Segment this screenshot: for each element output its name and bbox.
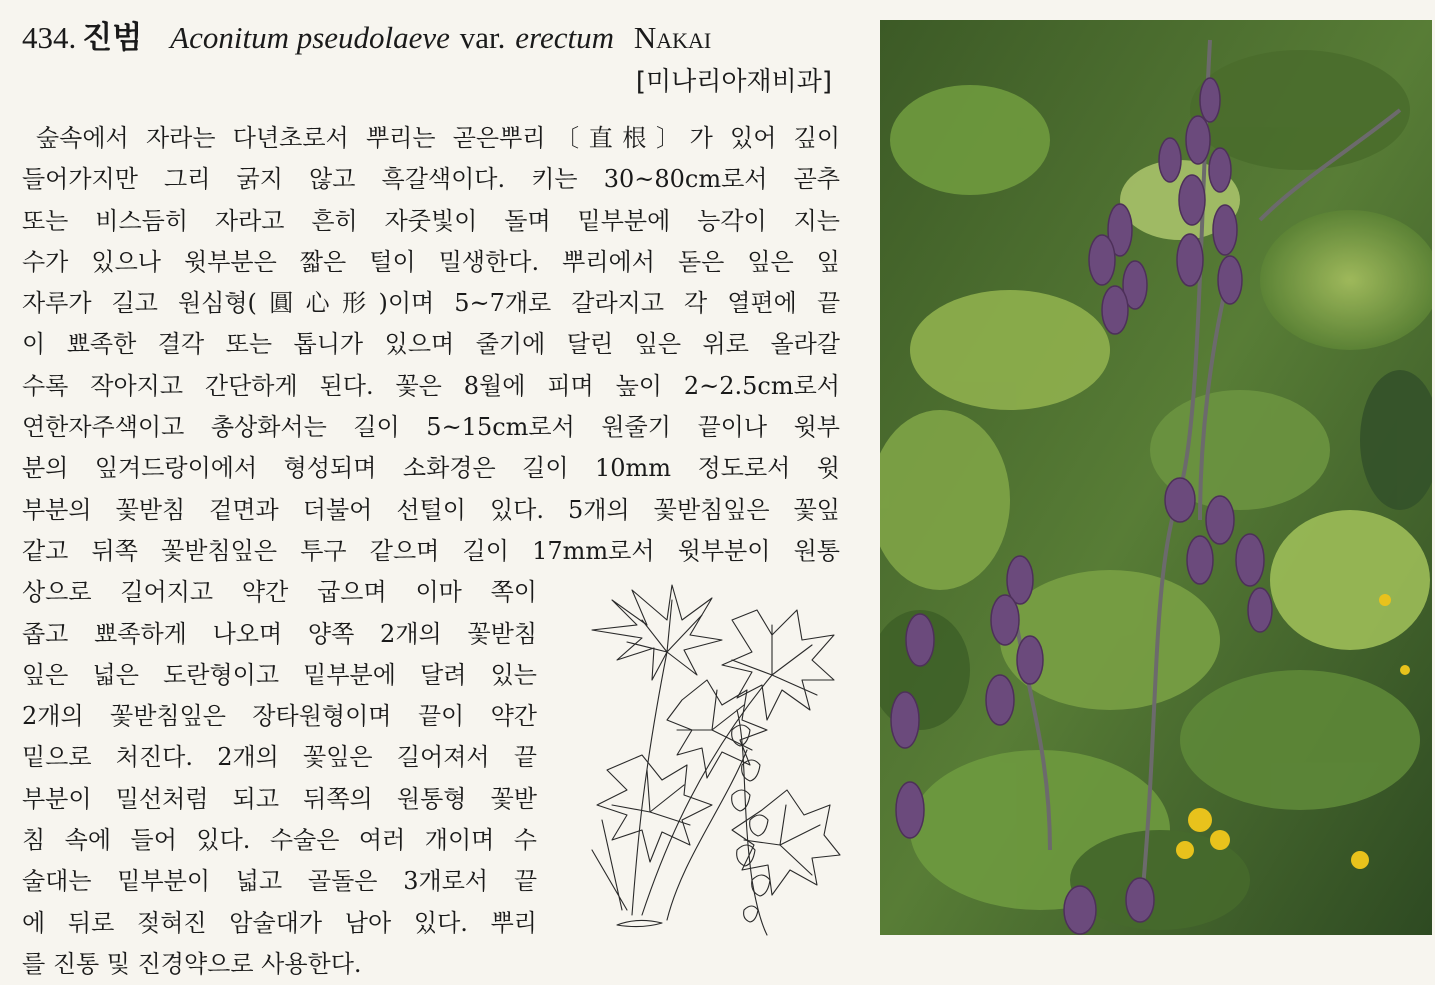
entry-header <box>22 18 852 108</box>
description-line: 수가 있으나 윗부분은 짧은 털이 밀생한다. 뿌리에서 돋은 잎은 잎 <box>22 247 840 276</box>
description-line: 들어가지만 그리 굵지 않고 흑갈색이다. 키는 30~80cm로서 곧추 <box>22 165 840 194</box>
description-line: 수록 작아지고 간단하게 된다. 꽃은 8월에 피며 높이 2~2.5cm로서 <box>22 371 840 400</box>
description-line: 침 속에 들어 있다. 수술은 여러 개이며 수 <box>22 826 537 855</box>
description-line: 상으로 길어지고 약간 굽으며 이마 쪽이 <box>22 578 537 607</box>
description-line: 에 뒤로 젖혀진 암술대가 남아 있다. 뿌리 <box>22 908 537 937</box>
description-line: 좁고 뾰족하게 나오며 양쪽 2개의 꽃받침 <box>22 619 537 648</box>
entry-number: 434. <box>22 20 77 55</box>
description-line: 를 진통 및 진경약으로 사용한다. <box>22 949 362 978</box>
author-name: Nakai <box>633 20 712 55</box>
botanical-line-drawing <box>572 580 842 940</box>
description-line: 이 뾰족한 결각 또는 톱니가 있으며 줄기에 달린 잎은 위로 올라갈 <box>22 330 840 359</box>
family-name: [미나리아재비과] <box>635 67 832 97</box>
description-line: 잎은 넓은 도란형이고 밑부분에 달려 있는 <box>22 660 537 689</box>
description-line: 같고 뒤쪽 꽃받침잎은 투구 같으며 길이 17mm로서 윗부분이 원통 <box>22 536 840 565</box>
korean-name: 진범 <box>82 20 143 56</box>
description-line: 분의 잎겨드랑이에서 형성되며 소화경은 길이 10mm 정도로서 윗 <box>22 454 840 483</box>
description-line: 또는 비스듬히 자라고 흔히 자줏빛이 돌며 밑부분에 능각이 지는 <box>22 206 840 235</box>
variety-marker: var. <box>459 20 506 55</box>
plant-photograph <box>880 20 1432 935</box>
description-line: 2개의 꽃받침잎은 장타원형이며 끝이 약간 <box>22 702 537 731</box>
variety-name: erectum <box>515 20 614 55</box>
description-line: 부분의 꽃받침 겉면과 더불어 선털이 있다. 5개의 꽃받침잎은 꽃잎 <box>22 495 840 524</box>
description-line: 술대는 밑부분이 넓고 골돌은 3개로서 끝 <box>22 867 537 896</box>
entry-title <box>22 18 711 58</box>
description-line: 자루가 길고 원심형(圓心形)이며 5~7개로 갈라지고 각 열편에 끝 <box>22 289 840 318</box>
description-line: 밑으로 처진다. 2개의 꽃잎은 길어져서 끝 <box>22 743 537 772</box>
description-line: 숲속에서 자라는 다년초로서 뿌리는 곧은뿌리〔直根〕가 있어 깊이 <box>36 124 840 152</box>
scientific-name: Aconitum pseudolaeve <box>170 20 450 55</box>
description-line: 부분이 밀선처럼 되고 뒤쪽의 원통형 꽃받 <box>22 784 537 813</box>
description-line: 연한자주색이고 총상화서는 길이 5~15cm로서 원줄기 끝이나 윗부 <box>22 413 840 442</box>
